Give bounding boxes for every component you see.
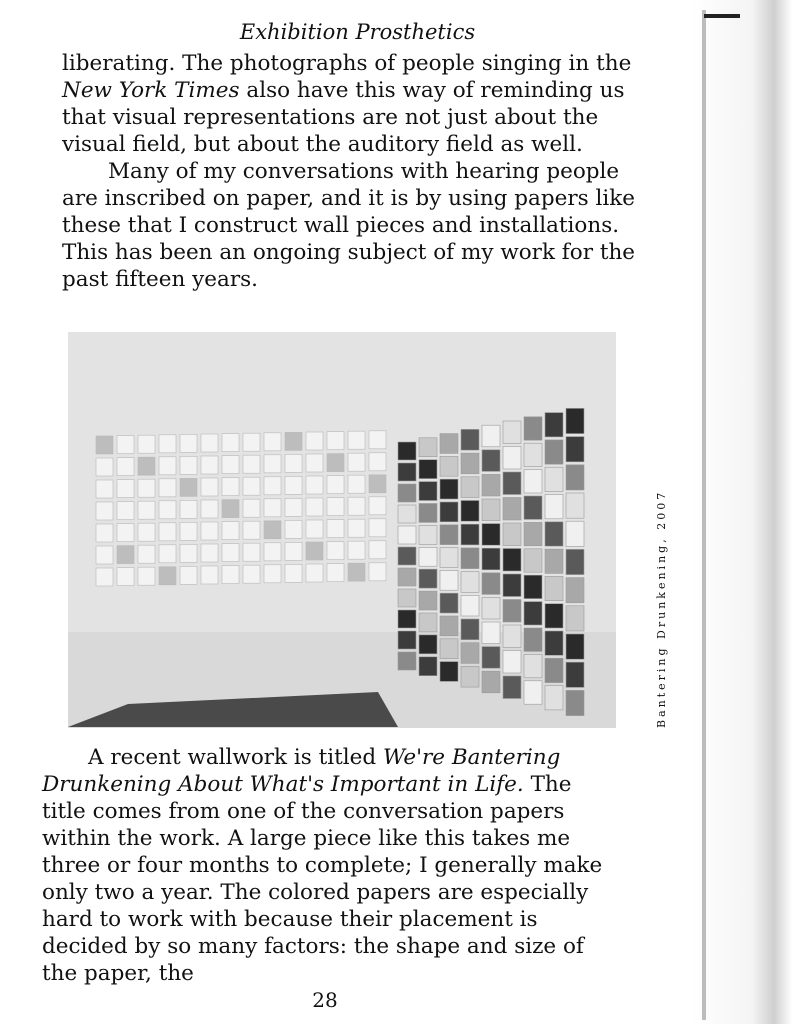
paper-sheet [348, 453, 365, 471]
upper-text [62, 50, 637, 293]
paper-sheet [138, 457, 155, 475]
paper-sheet [419, 547, 437, 566]
paper-sheet [306, 564, 323, 582]
paper-sheet [117, 480, 134, 498]
paper-sheet [369, 497, 386, 515]
paper-sheet [440, 548, 458, 568]
paper-sheet [159, 479, 176, 497]
paper-sheet [264, 499, 281, 517]
paper-sheet [201, 456, 218, 474]
paper-sheet [566, 662, 584, 687]
paper-sheet [117, 524, 134, 542]
paper-sheet [545, 413, 563, 437]
paragraph-3-part-1: A recent wallwork is titled [88, 745, 384, 770]
paper-sheet [327, 476, 344, 494]
paper-sheet [440, 662, 458, 682]
paper-sheet [566, 437, 584, 462]
paragraph-3-part-2: The title comes from one of the conversation papers within the work. A large piece like this takes me three or four months to complete; I generally make only two a year. The colored papers are especially hard to work with because their placement is decided by so many factors: the shape and size of the paper, the [42, 772, 603, 986]
paper-sheet [201, 500, 218, 518]
paper-sheet [180, 544, 197, 562]
paper-sheet [398, 568, 416, 586]
page-number: 28 [312, 988, 338, 1012]
running-head: Exhibition Prosthetics [239, 20, 476, 44]
paper-sheet [461, 524, 479, 545]
paper-sheet [327, 542, 344, 560]
paper-sheet [545, 440, 563, 464]
paper-sheet [306, 520, 323, 538]
paper-sheet [201, 544, 218, 562]
paper-sheet [398, 505, 416, 523]
paper-sheet [545, 604, 563, 628]
paper-sheet [482, 474, 500, 496]
paper-sheet [327, 454, 344, 472]
paper-sheet [566, 690, 584, 715]
paper-sheet [369, 431, 386, 449]
paper-sheet [482, 622, 500, 644]
paper-sheet [96, 546, 113, 564]
paper-sheet [264, 565, 281, 583]
paper-sheet [398, 526, 416, 544]
paper-sheet [398, 442, 416, 460]
paper-sheet [524, 628, 542, 651]
paper-sheet [180, 434, 197, 452]
paper-sheet [398, 589, 416, 607]
paper-sheet [285, 432, 302, 450]
paper-sheet [264, 455, 281, 473]
paper-sheet [138, 545, 155, 563]
paper-sheet [566, 465, 584, 490]
paper-sheet [419, 613, 437, 632]
paper-sheet [503, 498, 521, 521]
paper-sheet [461, 595, 479, 616]
paper-sheet [348, 431, 365, 449]
paper-sheet [524, 654, 542, 677]
paper-sheet [503, 549, 521, 572]
paper-sheet [327, 520, 344, 538]
paper-sheet [285, 520, 302, 538]
paper-sheet [348, 497, 365, 515]
paper-sheet [524, 681, 542, 704]
paper-sheet [461, 453, 479, 474]
paper-sheet [482, 671, 500, 693]
paper-sheet [419, 635, 437, 654]
paper-sheet [138, 479, 155, 497]
paper-sheet [180, 566, 197, 584]
paper-sheet [96, 524, 113, 542]
paper-sheet [461, 477, 479, 498]
paper-sheet [243, 477, 260, 495]
paper-sheet [285, 542, 302, 560]
paper-sheet [243, 543, 260, 561]
book-gutter [692, 0, 792, 1024]
paper-sheet [440, 525, 458, 545]
paper-sheet [545, 631, 563, 655]
paper-sheet [180, 500, 197, 518]
paper-sheet [482, 499, 500, 521]
gutter-fold-line [702, 10, 706, 1020]
paper-sheet [327, 498, 344, 516]
photo-caption: Bantering Drunkening, 2007 [655, 489, 668, 728]
paper-sheet [327, 432, 344, 450]
paper-sheet [243, 455, 260, 473]
paper-sheet [222, 522, 239, 540]
paper-sheet [482, 524, 500, 546]
paper-sheet [503, 421, 521, 444]
paper-sheet [503, 651, 521, 674]
paper-sheet [545, 549, 563, 573]
lower-text [42, 744, 620, 987]
paper-sheet [503, 676, 521, 699]
paper-sheet [566, 521, 584, 546]
paper-sheet [398, 463, 416, 481]
paper-sheet [566, 634, 584, 659]
paragraph-2: Many of my conversations with hearing people are inscribed on paper, and it is by using papers like these that I construct wall pieces and installations. This has been an ongoing subject of my work for the past fifteen years. [62, 159, 636, 292]
paper-sheet [482, 597, 500, 619]
paper-sheet [398, 652, 416, 670]
paper-sheet [545, 658, 563, 682]
paper-sheet [524, 602, 542, 625]
paper-sheet [419, 657, 437, 676]
paper-sheet [117, 502, 134, 520]
paper-sheet [180, 478, 197, 496]
paper-sheet [159, 501, 176, 519]
paper-sheet [419, 504, 437, 523]
paper-sheet [461, 501, 479, 522]
paper-sheet [440, 616, 458, 636]
paper-sheet [306, 432, 323, 450]
paper-sheet [398, 610, 416, 628]
paper-sheet [96, 568, 113, 586]
paper-sheet [440, 456, 458, 476]
paper-sheet [348, 541, 365, 559]
paper-sheet [306, 542, 323, 560]
paper-sheet [201, 434, 218, 452]
paper-sheet [222, 500, 239, 518]
paper-sheet [482, 548, 500, 570]
paper-sheet [461, 666, 479, 687]
paper-sheet [285, 454, 302, 472]
paper-sheet [96, 480, 113, 498]
paragraph-1-italic: New York Times [62, 78, 240, 103]
paper-sheet [369, 519, 386, 537]
paper-sheet [222, 544, 239, 562]
paper-sheet [264, 543, 281, 561]
paper-sheet [419, 438, 437, 457]
paper-sheet [264, 433, 281, 451]
paper-sheet [524, 522, 542, 545]
paper-sheet [524, 443, 542, 466]
installation-photo [68, 332, 616, 728]
paper-sheet [461, 548, 479, 569]
paper-sheet [327, 564, 344, 582]
installation-photo-drawing [68, 332, 616, 728]
paper-sheet [440, 639, 458, 659]
paper-sheet [348, 563, 365, 581]
paper-sheet [243, 565, 260, 583]
paper-sheet [503, 523, 521, 546]
paper-sheet [566, 493, 584, 518]
paper-sheet [243, 433, 260, 451]
paper-sheet [369, 563, 386, 581]
paper-sheet [243, 521, 260, 539]
gutter-edge-mark [704, 14, 740, 18]
paper-sheet [503, 600, 521, 623]
paper-sheet [398, 631, 416, 649]
paper-sheet [222, 566, 239, 584]
paper-sheet [440, 479, 458, 499]
paper-sheet [461, 429, 479, 450]
paper-sheet [96, 502, 113, 520]
paper-sheet [398, 484, 416, 502]
paper-sheet [545, 522, 563, 546]
paper-sheet [306, 476, 323, 494]
paper-sheet [180, 456, 197, 474]
paper-sheet [566, 578, 584, 603]
paper-sheet [524, 417, 542, 440]
paragraph-3 [42, 744, 620, 987]
paper-sheet [159, 435, 176, 453]
paper-sheet [461, 572, 479, 593]
paper-sheet [440, 434, 458, 454]
paper-sheet [117, 546, 134, 564]
paper-sheet [201, 522, 218, 540]
paper-sheet [503, 447, 521, 470]
paper-sheet [159, 545, 176, 563]
paper-sheet [159, 523, 176, 541]
paper-sheet [461, 643, 479, 664]
paper-sheet [222, 478, 239, 496]
paper-sheet [419, 460, 437, 479]
paper-sheet [264, 477, 281, 495]
paper-sheet [503, 625, 521, 648]
paper-sheet [348, 519, 365, 537]
paper-sheet [138, 567, 155, 585]
paper-sheet [545, 467, 563, 491]
paper-sheet [566, 549, 584, 574]
paper-sheet [285, 476, 302, 494]
paper-sheet [524, 470, 542, 493]
paper-sheet [138, 501, 155, 519]
paper-sheet [419, 569, 437, 588]
paper-sheet [419, 525, 437, 544]
paper-sheet [369, 453, 386, 471]
paper-sheet [440, 502, 458, 522]
paper-sheet [545, 686, 563, 710]
paper-sheet [398, 547, 416, 565]
paper-sheet [482, 450, 500, 472]
paper-sheet [264, 521, 281, 539]
paper-sheet [306, 454, 323, 472]
paper-sheet [243, 499, 260, 517]
paragraph-1 [62, 50, 637, 158]
paper-sheet [285, 564, 302, 582]
paragraph-3-italic: We're Bantering Drunkening About What's Important in Life. [42, 745, 561, 797]
paper-sheet [503, 472, 521, 495]
paper-sheet [524, 549, 542, 572]
paper-sheet [96, 436, 113, 454]
paragraph-1-part-2: also have this way of reminding us that visual representations are not just about the visual field, but about the auditory field as well. [62, 78, 625, 157]
paper-sheet [117, 458, 134, 476]
paper-sheet [222, 434, 239, 452]
paper-sheet [306, 498, 323, 516]
paper-sheet [201, 566, 218, 584]
paper-sheet [482, 647, 500, 669]
paper-sheet [566, 606, 584, 631]
paper-sheet [222, 456, 239, 474]
paper-sheet [201, 478, 218, 496]
paper-sheet [159, 457, 176, 475]
paper-sheet [159, 567, 176, 585]
paper-sheet [138, 523, 155, 541]
paper-sheet [419, 591, 437, 610]
paper-sheet [440, 593, 458, 613]
paragraph-1-part-1: liberating. The photographs of people singing in the [62, 51, 632, 76]
paper-sheet [503, 574, 521, 597]
paper-sheet [285, 498, 302, 516]
paper-sheet [369, 541, 386, 559]
paper-sheet [348, 475, 365, 493]
paper-sheet [117, 436, 134, 454]
paper-sheet [524, 575, 542, 598]
paper-sheet [545, 576, 563, 600]
paper-sheet [566, 408, 584, 433]
paper-sheet [482, 573, 500, 595]
paper-sheet [461, 619, 479, 640]
paper-sheet [524, 496, 542, 519]
paper-sheet [180, 522, 197, 540]
paper-sheet [96, 458, 113, 476]
paper-sheet [369, 475, 386, 493]
paper-sheet [419, 482, 437, 501]
paper-sheet [482, 425, 500, 447]
paper-sheet [440, 570, 458, 590]
paper-sheet [117, 568, 134, 586]
paper-sheet [545, 495, 563, 519]
paper-sheet [138, 435, 155, 453]
